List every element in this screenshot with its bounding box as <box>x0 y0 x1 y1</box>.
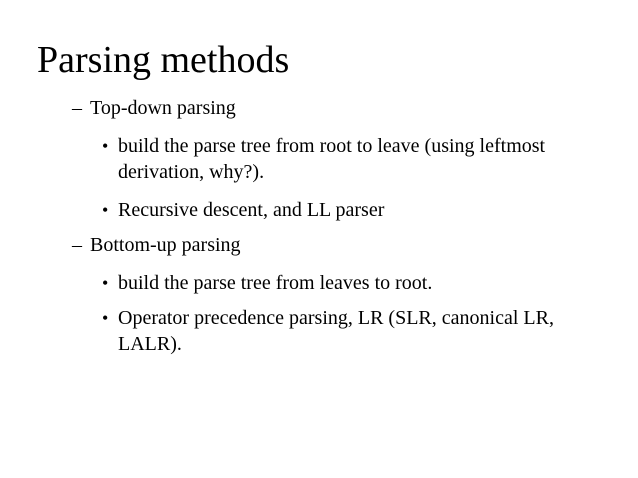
slide-title: Parsing methods <box>37 39 290 81</box>
list-item-text: Operator precedence parsing, LR (SLR, canonical LR, LALR). <box>118 307 554 355</box>
list-item-text: build the parse tree from leaves to root. <box>118 272 433 294</box>
dash-bullet: – <box>72 97 82 119</box>
section-label: Bottom-up parsing <box>90 234 241 256</box>
bullet: • <box>102 273 109 293</box>
bullet: • <box>102 136 109 156</box>
bullet: • <box>102 200 109 220</box>
bullet: • <box>102 308 109 328</box>
section-label: Top-down parsing <box>90 97 236 119</box>
list-item-text: build the parse tree from root to leave (using leftmost derivation, why?). <box>118 135 546 183</box>
list-item-text: Recursive descent, and LL parser <box>118 199 385 221</box>
dash-bullet: – <box>72 234 82 256</box>
